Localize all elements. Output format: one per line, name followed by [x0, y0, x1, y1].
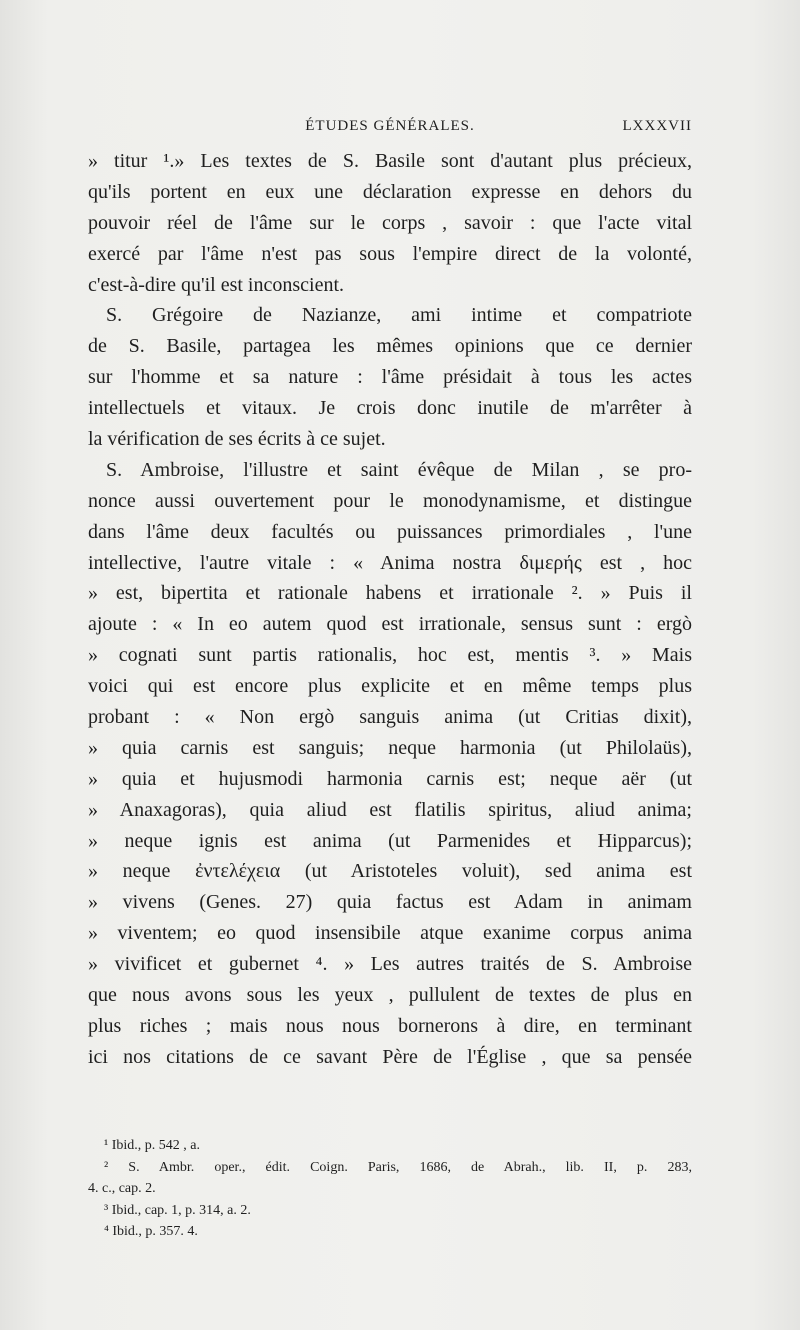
text-line: ici nos citations de ce savant Père de l'Église , que sa pensée	[88, 1045, 692, 1068]
text-line: dans l'âme deux facultés ou puissances primordiales , l'une	[88, 520, 692, 543]
footnote: ³ Ibid., cap. 1, p. 314, a. 2.	[104, 1202, 251, 1218]
text-line: » cognati sunt partis rationalis, hoc est, mentis ³. » Mais	[88, 644, 692, 667]
text-line: » vivens (Genes. 27) quia factus est Adam in animam	[88, 891, 692, 914]
text-line: S. Grégoire de Nazianze, ami intime et compatriote	[106, 304, 692, 327]
text-line: nonce aussi ouvertement pour le monodynamisme, et distingue	[88, 489, 692, 512]
text-line: plus riches ; mais nous nous bornerons à dire, en terminant	[88, 1014, 692, 1037]
text-line: que nous avons sous les yeux , pullulent de textes de plus en	[88, 984, 692, 1007]
text-line: c'est-à-dire qu'il est inconscient.	[88, 273, 345, 296]
page-number: LXXXVII	[622, 118, 692, 134]
text-line: intellective, l'autre vitale : « Anima nostra διμερής est , hoc	[88, 551, 692, 574]
text-line: ajoute : « In eo autem quod est irrationale, sensus sunt : ergò	[88, 613, 692, 636]
text-line: probant : « Non ergò sanguis anima (ut Critias dixit),	[88, 706, 692, 729]
text-line: » quia et hujusmodi harmonia carnis est; neque aër (ut	[88, 767, 692, 790]
text-line: exercé par l'âme n'est pas sous l'empire direct de la volonté,	[88, 242, 692, 265]
footnote: ¹ Ibid., p. 542 , a.	[104, 1138, 200, 1153]
footnote: ⁴ Ibid., p. 357. 4.	[104, 1224, 198, 1239]
text-line: voici qui est encore plus explicite et en même temps plus	[88, 675, 692, 698]
running-header	[88, 118, 692, 142]
text-line: intellectuels et vitaux. Je crois donc inutile de m'arrêter à	[88, 397, 692, 420]
text-line: » titur ¹.» Les textes de S. Basile sont d'autant plus précieux,	[88, 150, 692, 172]
footnote: 4. c., cap. 2.	[88, 1181, 156, 1196]
text-line: » neque ignis est anima (ut Parmenides et Hipparcus);	[88, 829, 692, 852]
text-line: qu'ils portent en eux une déclaration expresse en dehors du	[88, 180, 692, 203]
text-line: » vivificet et gubernet ⁴. » Les autres traités de S. Ambroise	[88, 953, 692, 976]
footnote: ² S. Ambr. oper., édit. Coign. Paris, 1686, de Abrah., lib. II, p. 283,	[104, 1159, 692, 1175]
text-line: de S. Basile, partagea les mêmes opinions que ce dernier	[88, 335, 692, 358]
body-text	[88, 146, 692, 1073]
text-line: » quia carnis est sanguis; neque harmonia (ut Philolaüs),	[88, 736, 692, 759]
text-line: sur l'homme et sa nature : l'âme présidait à tous les actes	[88, 366, 692, 389]
text-line: la vérification de ses écrits à ce sujet.	[88, 428, 386, 451]
text-line: pouvoir réel de l'âme sur le corps , savoir : que l'acte vital	[88, 211, 692, 234]
text-line: » viventem; eo quod insensibile atque exanime corpus anima	[88, 922, 692, 945]
text-line: » est, bipertita et rationale habens et irrationale ². » Puis il	[88, 582, 692, 605]
running-title: ÉTUDES GÉNÉRALES.	[305, 118, 475, 134]
text-line: » neque ἐντελέχεια (ut Aristoteles voluit), sed anima est	[88, 860, 692, 883]
text-line: S. Ambroise, l'illustre et saint évêque de Milan , se pro-	[106, 458, 692, 481]
footnotes	[88, 1135, 692, 1243]
text-line: » Anaxagoras), quia aliud est flatilis spiritus, aliud anima;	[88, 798, 692, 821]
